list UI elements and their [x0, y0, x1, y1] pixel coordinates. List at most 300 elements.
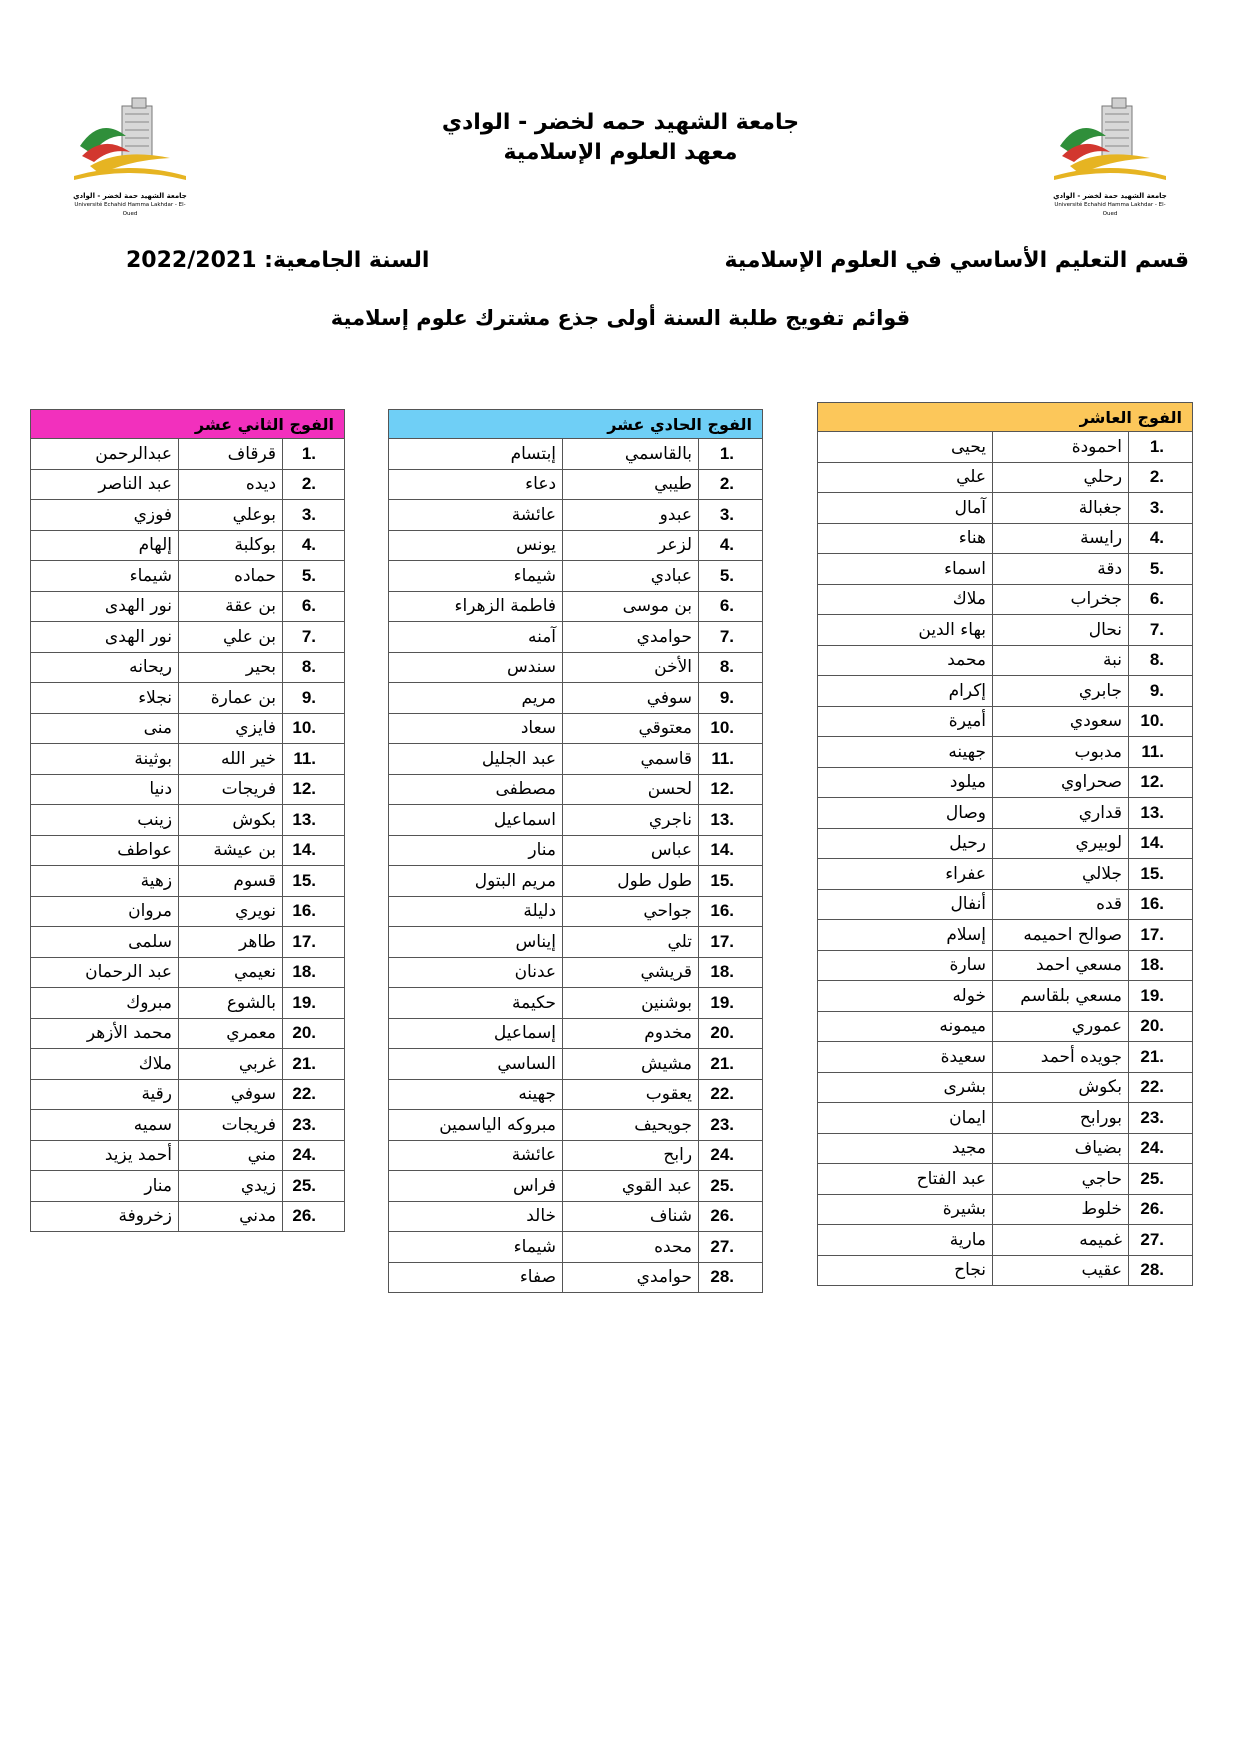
- table-row: [818, 493, 1193, 524]
- table-row: [31, 957, 345, 988]
- table-row: [818, 554, 1193, 585]
- student-last-name: تلي: [563, 927, 699, 958]
- student-last-name: غربي: [179, 1049, 283, 1080]
- table-row: [818, 1042, 1193, 1073]
- student-first-name: آمال: [818, 493, 993, 524]
- row-number: 25.: [710, 1175, 735, 1195]
- row-number: 8.: [301, 657, 317, 677]
- student-first-name: سارة: [818, 950, 993, 981]
- student-first-name: مريم: [389, 683, 563, 714]
- row-number: 9.: [719, 687, 735, 707]
- row-number: 26.: [292, 1206, 317, 1226]
- student-last-name: فايزي: [179, 713, 283, 744]
- table-row: [818, 981, 1193, 1012]
- row-number: 11.: [711, 748, 735, 768]
- student-first-name: محمد: [818, 645, 993, 676]
- student-last-name: طيبي: [563, 469, 699, 500]
- department-name: قسم التعليم الأساسي في العلوم الإسلامية: [724, 248, 1189, 273]
- row-number: 14.: [710, 840, 735, 860]
- table-row: [818, 706, 1193, 737]
- student-first-name: إبتسام: [389, 439, 563, 470]
- student-first-name: إيناس: [389, 927, 563, 958]
- table-row: [389, 1079, 763, 1110]
- student-last-name: حاجي: [993, 1164, 1129, 1195]
- table-row: [389, 896, 763, 927]
- table-row: [31, 1171, 345, 1202]
- student-first-name: بوثينة: [31, 744, 179, 775]
- row-number: 16.: [710, 901, 735, 921]
- row-number: 12.: [1140, 772, 1165, 792]
- row-number: 11.: [1141, 741, 1165, 761]
- student-first-name: علي: [818, 462, 993, 493]
- student-first-name: مروان: [31, 896, 179, 927]
- student-first-name: شيماء: [31, 561, 179, 592]
- student-last-name: قداري: [993, 798, 1129, 829]
- table-row: [818, 1225, 1193, 1256]
- student-last-name: رحلي: [993, 462, 1129, 493]
- row-number: 26.: [710, 1206, 735, 1226]
- student-first-name: سندس: [389, 652, 563, 683]
- student-first-name: يحيى: [818, 432, 993, 463]
- student-last-name: قرقاف: [179, 439, 283, 470]
- student-last-name: بن موسى: [563, 591, 699, 622]
- student-first-name: فوزي: [31, 500, 179, 531]
- table-row: [389, 957, 763, 988]
- student-last-name: جواحي: [563, 896, 699, 927]
- row-number: 24.: [292, 1145, 317, 1165]
- student-first-name: يونس: [389, 530, 563, 561]
- row-number: 8.: [1149, 650, 1165, 670]
- student-last-name: سوفي: [563, 683, 699, 714]
- table-row: [389, 469, 763, 500]
- table-row: [389, 744, 763, 775]
- table-row: [31, 1140, 345, 1171]
- row-number: 26.: [1140, 1199, 1165, 1219]
- student-last-name: مسعي احمد: [993, 950, 1129, 981]
- student-first-name: إلهام: [31, 530, 179, 561]
- row-number: 22.: [1140, 1077, 1165, 1097]
- student-first-name: دليلة: [389, 896, 563, 927]
- student-first-name: بهاء الدين: [818, 615, 993, 646]
- student-first-name: ايمان: [818, 1103, 993, 1134]
- student-last-name: خلوط: [993, 1194, 1129, 1225]
- table-row: [31, 439, 345, 470]
- student-first-name: ميمونه: [818, 1011, 993, 1042]
- student-first-name: نجاح: [818, 1255, 993, 1286]
- student-first-name: عدنان: [389, 957, 563, 988]
- table-row: [31, 591, 345, 622]
- group-title: الفوج العاشر: [818, 403, 1193, 432]
- student-last-name: عموري: [993, 1011, 1129, 1042]
- row-number: 18.: [710, 962, 735, 982]
- table-row: [389, 652, 763, 683]
- student-first-name: شيماء: [389, 1232, 563, 1263]
- table-row: [818, 1103, 1193, 1134]
- table-row: [31, 1201, 345, 1232]
- row-number: 12.: [292, 779, 317, 799]
- student-last-name: حماده: [179, 561, 283, 592]
- table-row: [389, 1232, 763, 1263]
- row-number: 4.: [1149, 528, 1165, 548]
- table-row: [31, 561, 345, 592]
- row-number: 19.: [292, 992, 317, 1012]
- student-last-name: قده: [993, 889, 1129, 920]
- row-number: 16.: [1140, 894, 1165, 914]
- table-row: [818, 645, 1193, 676]
- student-last-name: جغبالة: [993, 493, 1129, 524]
- row-number: 9.: [301, 687, 317, 707]
- row-number: 14.: [292, 840, 317, 860]
- student-first-name: منى: [31, 713, 179, 744]
- academic-year-label: السنة الجامعية:: [264, 248, 430, 273]
- table-row: [389, 530, 763, 561]
- student-last-name: بالشوع: [179, 988, 283, 1019]
- table-row: [389, 683, 763, 714]
- table-row: [31, 622, 345, 653]
- student-first-name: مجيد: [818, 1133, 993, 1164]
- group-table-12: [30, 409, 345, 1232]
- student-last-name: بن عقة: [179, 591, 283, 622]
- student-last-name: نويري: [179, 896, 283, 927]
- row-number: 5.: [1149, 558, 1165, 578]
- row-number: 3.: [719, 504, 735, 524]
- row-number: 17.: [292, 931, 317, 951]
- student-first-name: مبروك: [31, 988, 179, 1019]
- table-row: [389, 835, 763, 866]
- table-row: [389, 1049, 763, 1080]
- table-row: [818, 462, 1193, 493]
- student-first-name: منار: [31, 1171, 179, 1202]
- student-last-name: لزعر: [563, 530, 699, 561]
- row-number: 7.: [719, 626, 735, 646]
- student-last-name: الأخن: [563, 652, 699, 683]
- table-row: [389, 1201, 763, 1232]
- academic-year: [120, 248, 429, 273]
- row-number: 23.: [292, 1114, 317, 1134]
- row-number: 13.: [292, 809, 317, 829]
- student-last-name: معمري: [179, 1018, 283, 1049]
- row-number: 10.: [710, 718, 735, 738]
- row-number: 1.: [301, 443, 317, 463]
- student-last-name: طول طول: [563, 866, 699, 897]
- table-row: [31, 1049, 345, 1080]
- student-first-name: مبروكه الياسمين: [389, 1110, 563, 1141]
- student-first-name: رقية: [31, 1079, 179, 1110]
- table-row: [31, 988, 345, 1019]
- student-last-name: بن عمارة: [179, 683, 283, 714]
- row-number: 6.: [719, 596, 735, 616]
- table-row: [31, 500, 345, 531]
- institute-name: معهد العلوم الإسلامية: [503, 140, 738, 165]
- row-number: 15.: [710, 870, 735, 890]
- academic-year-value: 2022/2021: [126, 248, 257, 273]
- row-number: 2.: [1149, 467, 1165, 487]
- row-number: 12.: [710, 779, 735, 799]
- student-last-name: نعيمي: [179, 957, 283, 988]
- row-number: 4.: [301, 535, 317, 555]
- student-first-name: جهينه: [818, 737, 993, 768]
- student-first-name: أميرة: [818, 706, 993, 737]
- student-last-name: مني: [179, 1140, 283, 1171]
- row-number: 22.: [710, 1084, 735, 1104]
- student-last-name: بحير: [179, 652, 283, 683]
- row-number: 3.: [1149, 497, 1165, 517]
- table-row: [818, 584, 1193, 615]
- student-last-name: زيدي: [179, 1171, 283, 1202]
- table-row: [818, 1133, 1193, 1164]
- row-number: 27.: [1140, 1229, 1165, 1249]
- table-row: [31, 835, 345, 866]
- table-row: [31, 927, 345, 958]
- student-first-name: صفاء: [389, 1262, 563, 1293]
- table-row: [31, 774, 345, 805]
- table-row: [31, 652, 345, 683]
- student-first-name: حكيمة: [389, 988, 563, 1019]
- student-last-name: مخدوم: [563, 1018, 699, 1049]
- student-last-name: قريشي: [563, 957, 699, 988]
- student-first-name: زينب: [31, 805, 179, 836]
- table-row: [389, 1018, 763, 1049]
- student-last-name: بوكلبة: [179, 530, 283, 561]
- table-row: [818, 798, 1193, 829]
- row-number: 28.: [710, 1267, 735, 1287]
- table-row: [818, 767, 1193, 798]
- student-last-name: جلالي: [993, 859, 1129, 890]
- group-table-11: [388, 409, 763, 1293]
- table-row: [31, 530, 345, 561]
- row-number: 23.: [710, 1114, 735, 1134]
- row-number: 21.: [1140, 1046, 1165, 1066]
- student-last-name: مشيش: [563, 1049, 699, 1080]
- row-number: 6.: [1149, 589, 1165, 609]
- row-number: 21.: [292, 1053, 317, 1073]
- table-row: [818, 950, 1193, 981]
- student-first-name: فاطمة الزهراء: [389, 591, 563, 622]
- row-number: 25.: [292, 1175, 317, 1195]
- student-first-name: فراس: [389, 1171, 563, 1202]
- row-number: 5.: [301, 565, 317, 585]
- student-last-name: عباس: [563, 835, 699, 866]
- student-first-name: بشرى: [818, 1072, 993, 1103]
- student-first-name: أحمد يزيد: [31, 1140, 179, 1171]
- student-first-name: الساسي: [389, 1049, 563, 1080]
- row-number: 28.: [1140, 1260, 1165, 1280]
- student-last-name: احمودة: [993, 432, 1129, 463]
- table-row: [818, 1194, 1193, 1225]
- table-row: [31, 1079, 345, 1110]
- student-first-name: اسماعيل: [389, 805, 563, 836]
- student-first-name: ملاك: [31, 1049, 179, 1080]
- table-row: [389, 927, 763, 958]
- row-number: 8.: [719, 657, 735, 677]
- student-first-name: بشيرة: [818, 1194, 993, 1225]
- table-row: [389, 561, 763, 592]
- student-last-name: لحسن: [563, 774, 699, 805]
- row-number: 1.: [719, 443, 735, 463]
- student-last-name: نبة: [993, 645, 1129, 676]
- student-first-name: دعاء: [389, 469, 563, 500]
- row-number: 15.: [292, 870, 317, 890]
- student-last-name: معتوقي: [563, 713, 699, 744]
- student-first-name: عائشة: [389, 500, 563, 531]
- row-number: 20.: [1140, 1016, 1165, 1036]
- table-row: [31, 469, 345, 500]
- row-number: 13.: [710, 809, 735, 829]
- student-first-name: عبد الفتاح: [818, 1164, 993, 1195]
- student-last-name: فريجات: [179, 1110, 283, 1141]
- row-number: 19.: [710, 992, 735, 1012]
- student-first-name: آمنه: [389, 622, 563, 653]
- student-first-name: عواطف: [31, 835, 179, 866]
- student-last-name: حوامدي: [563, 1262, 699, 1293]
- student-first-name: زهية: [31, 866, 179, 897]
- student-last-name: ديده: [179, 469, 283, 500]
- table-row: [389, 591, 763, 622]
- table-row: [818, 1011, 1193, 1042]
- table-row: [818, 676, 1193, 707]
- table-row: [389, 866, 763, 897]
- row-number: 11.: [293, 748, 317, 768]
- student-first-name: منار: [389, 835, 563, 866]
- row-number: 3.: [301, 504, 317, 524]
- student-last-name: صوالح احميمه: [993, 920, 1129, 951]
- table-row: [31, 896, 345, 927]
- table-row: [389, 500, 763, 531]
- student-first-name: مريم البتول: [389, 866, 563, 897]
- header-titles: [0, 108, 1241, 168]
- student-last-name: دقة: [993, 554, 1129, 585]
- student-first-name: شيماء: [389, 561, 563, 592]
- table-row: [818, 859, 1193, 890]
- row-number: 14.: [1140, 833, 1165, 853]
- table-row: [389, 622, 763, 653]
- student-last-name: بورابح: [993, 1103, 1129, 1134]
- table-row: [818, 889, 1193, 920]
- student-last-name: بوشنين: [563, 988, 699, 1019]
- table-row: [31, 1018, 345, 1049]
- row-number: 24.: [1140, 1138, 1165, 1158]
- table-row: [31, 805, 345, 836]
- row-number: 15.: [1140, 863, 1165, 883]
- table-row: [31, 683, 345, 714]
- student-last-name: مسعي بلقاسم: [993, 981, 1129, 1012]
- row-number: 6.: [301, 596, 317, 616]
- row-number: 4.: [719, 535, 735, 555]
- table-row: [389, 805, 763, 836]
- student-last-name: نحال: [993, 615, 1129, 646]
- table-row: [31, 713, 345, 744]
- table-row: [818, 1164, 1193, 1195]
- logo-caption: [70, 192, 190, 219]
- row-number: 13.: [1140, 802, 1165, 822]
- table-row: [389, 713, 763, 744]
- row-number: 10.: [292, 718, 317, 738]
- logo-caption-french: Université Echahid Hamma Lakhdar - El-Oued: [74, 202, 186, 217]
- student-first-name: عائشة: [389, 1140, 563, 1171]
- row-number: 20.: [710, 1023, 735, 1043]
- table-row: [818, 920, 1193, 951]
- row-number: 27.: [710, 1236, 735, 1256]
- row-number: 24.: [710, 1145, 735, 1165]
- table-row: [818, 432, 1193, 463]
- group-title: الفوج الحادي عشر: [389, 410, 763, 439]
- row-number: 18.: [1140, 955, 1165, 975]
- table-row: [31, 1110, 345, 1141]
- table-row: [818, 1072, 1193, 1103]
- student-first-name: رحيل: [818, 828, 993, 859]
- student-last-name: مدبوب: [993, 737, 1129, 768]
- student-first-name: زخروفة: [31, 1201, 179, 1232]
- student-first-name: عبد الرحمان: [31, 957, 179, 988]
- student-first-name: ملاك: [818, 584, 993, 615]
- table-row: [389, 1110, 763, 1141]
- student-first-name: اسماء: [818, 554, 993, 585]
- row-number: 25.: [1140, 1168, 1165, 1188]
- row-number: 9.: [1149, 680, 1165, 700]
- table-row: [818, 828, 1193, 859]
- row-number: 7.: [301, 626, 317, 646]
- row-number: 17.: [1140, 924, 1165, 944]
- student-last-name: غميمه: [993, 1225, 1129, 1256]
- student-last-name: بكوش: [179, 805, 283, 836]
- row-number: 10.: [1140, 711, 1165, 731]
- student-last-name: جابري: [993, 676, 1129, 707]
- student-last-name: محده: [563, 1232, 699, 1263]
- row-number: 2.: [719, 474, 735, 494]
- student-first-name: دنيا: [31, 774, 179, 805]
- row-number: 1.: [1149, 436, 1165, 456]
- student-last-name: حوامدي: [563, 622, 699, 653]
- student-first-name: أنفال: [818, 889, 993, 920]
- student-first-name: مصطفى: [389, 774, 563, 805]
- student-last-name: سعودي: [993, 706, 1129, 737]
- student-last-name: عبدو: [563, 500, 699, 531]
- student-last-name: رابح: [563, 1140, 699, 1171]
- table-row: [818, 1255, 1193, 1286]
- student-last-name: لوبيري: [993, 828, 1129, 859]
- row-number: 22.: [292, 1084, 317, 1104]
- student-last-name: ناجري: [563, 805, 699, 836]
- row-number: 20.: [292, 1023, 317, 1043]
- student-first-name: نور الهدى: [31, 622, 179, 653]
- table-row: [389, 1140, 763, 1171]
- student-first-name: وصال: [818, 798, 993, 829]
- row-number: 23.: [1140, 1107, 1165, 1127]
- table-row: [389, 1262, 763, 1293]
- student-last-name: بن عيشة: [179, 835, 283, 866]
- student-last-name: طاهر: [179, 927, 283, 958]
- student-last-name: عبادي: [563, 561, 699, 592]
- student-first-name: سميه: [31, 1110, 179, 1141]
- row-number: 18.: [292, 962, 317, 982]
- student-last-name: سوفي: [179, 1079, 283, 1110]
- student-first-name: إسماعيل: [389, 1018, 563, 1049]
- row-number: 17.: [710, 931, 735, 951]
- student-first-name: عفراء: [818, 859, 993, 890]
- student-last-name: عبد القوي: [563, 1171, 699, 1202]
- student-last-name: عقيب: [993, 1255, 1129, 1286]
- student-last-name: قسوم: [179, 866, 283, 897]
- university-name: جامعة الشهيد حمه لخضر - الوادي: [441, 110, 800, 135]
- student-last-name: مدني: [179, 1201, 283, 1232]
- student-first-name: سعيدة: [818, 1042, 993, 1073]
- group-title: الفوج الثاني عشر: [31, 410, 345, 439]
- row-number: 21.: [710, 1053, 735, 1073]
- table-row: [389, 1171, 763, 1202]
- student-first-name: سلمى: [31, 927, 179, 958]
- table-row: [818, 523, 1193, 554]
- row-number: 5.: [719, 565, 735, 585]
